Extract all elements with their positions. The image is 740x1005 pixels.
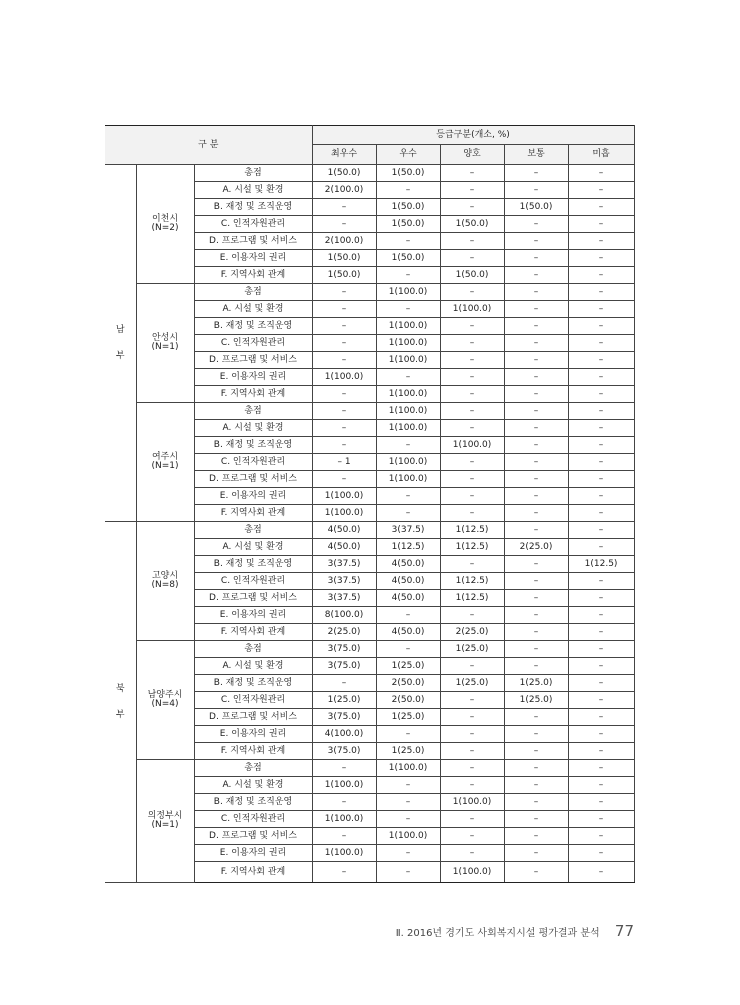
column-header: 우수 — [376, 145, 440, 165]
grade-value-cell: – — [568, 590, 634, 607]
grade-value-cell: – — [312, 403, 376, 420]
grade-value-cell: 1(25.0) — [376, 743, 440, 760]
grade-value-cell: – — [504, 845, 568, 862]
item-label: E. 이용자의 권리 — [194, 369, 312, 386]
grade-value-cell: – — [376, 845, 440, 862]
group-header: 구 분 — [105, 126, 312, 165]
table-row — [105, 760, 634, 777]
city-name: 이천시 — [151, 214, 179, 224]
grade-value-cell: 4(50.0) — [376, 624, 440, 641]
city-count: (N=1) — [151, 461, 179, 471]
grade-value-cell: – — [312, 335, 376, 352]
grade-value-cell: – — [440, 352, 504, 369]
grade-value-cell: – — [504, 641, 568, 658]
item-label: A. 시설 및 환경 — [194, 420, 312, 437]
grade-value-cell: – — [376, 182, 440, 199]
grade-value-cell: – — [568, 726, 634, 743]
grade-value-cell: – — [312, 420, 376, 437]
grade-value-cell: – — [504, 607, 568, 624]
item-label: A. 시설 및 환경 — [194, 777, 312, 794]
city-count: (N=1) — [151, 820, 179, 830]
grade-value-cell: – — [568, 522, 634, 539]
grade-value-cell: 1(100.0) — [376, 318, 440, 335]
grade-value-cell: – — [440, 454, 504, 471]
grade-value-cell: 1(100.0) — [376, 828, 440, 845]
grade-value-cell: 1(100.0) — [312, 811, 376, 828]
grade-value-cell: 1(100.0) — [376, 352, 440, 369]
city-count: (N=8) — [151, 580, 179, 590]
item-label: 총점 — [194, 284, 312, 301]
city-name: 여주시 — [151, 452, 179, 462]
item-label: F. 지역사회 관계 — [194, 386, 312, 403]
grade-value-cell: 2(100.0) — [312, 233, 376, 250]
grade-value-cell: – — [440, 709, 504, 726]
grade-value-cell: 1(12.5) — [440, 590, 504, 607]
item-label: D. 프로그램 및 서비스 — [194, 352, 312, 369]
grade-value-cell: 1(100.0) — [376, 471, 440, 488]
grade-value-cell: – — [440, 471, 504, 488]
grade-value-cell: – — [504, 267, 568, 284]
grade-value-cell: – — [568, 403, 634, 420]
grade-value-cell: – — [504, 420, 568, 437]
item-label: F. 지역사회 관계 — [194, 505, 312, 522]
grade-value-cell: – — [440, 556, 504, 573]
grade-value-cell: 3(37.5) — [312, 556, 376, 573]
grade-value-cell: – — [376, 233, 440, 250]
item-label: F. 지역사회 관계 — [194, 862, 312, 883]
grade-value-cell: 1(100.0) — [376, 760, 440, 777]
grade-value-cell: – — [440, 743, 504, 760]
grade-value-cell: 3(37.5) — [376, 522, 440, 539]
grade-value-cell: 4(50.0) — [376, 556, 440, 573]
grade-value-cell: – — [568, 862, 634, 883]
city-name: 의정부시 — [147, 811, 183, 821]
grade-value-cell: 1(50.0) — [440, 216, 504, 233]
grade-value-cell: – — [376, 794, 440, 811]
grade-value-cell: – — [504, 301, 568, 318]
grade-value-cell: – — [504, 437, 568, 454]
item-label: B. 재정 및 조직운영 — [194, 437, 312, 454]
grade-value-cell: – — [376, 488, 440, 505]
grade-value-cell: – — [504, 760, 568, 777]
item-label: B. 재정 및 조직운영 — [194, 199, 312, 216]
grade-value-cell: – — [504, 471, 568, 488]
grade-value-cell: – — [312, 437, 376, 454]
grade-value-cell: – — [440, 658, 504, 675]
item-label: D. 프로그램 및 서비스 — [194, 590, 312, 607]
grade-value-cell: 1(50.0) — [312, 165, 376, 182]
grade-value-cell: – — [568, 573, 634, 590]
grade-value-cell: – — [440, 318, 504, 335]
item-label: C. 인적자원관리 — [194, 573, 312, 590]
grade-value-cell: – — [312, 862, 376, 883]
table-row — [105, 403, 634, 420]
grade-value-cell: – — [504, 777, 568, 794]
city-count: (N=4) — [151, 699, 179, 709]
grade-value-cell: – — [568, 352, 634, 369]
grade-value-cell: 1(25.0) — [376, 658, 440, 675]
grade-value-cell: – — [504, 403, 568, 420]
grade-value-cell: – — [568, 437, 634, 454]
grade-header: 등급구분(개소, %) — [312, 126, 634, 145]
grade-value-cell: – — [504, 828, 568, 845]
grade-value-cell: – — [312, 794, 376, 811]
grade-value-cell: – — [568, 692, 634, 709]
grade-value-cell: – — [376, 267, 440, 284]
grade-value-cell: – — [568, 233, 634, 250]
grade-value-cell: – — [376, 862, 440, 883]
city-count: (N=2) — [151, 223, 179, 233]
grade-value-cell: 1(12.5) — [376, 539, 440, 556]
page-footer — [396, 922, 634, 940]
table-row — [105, 522, 634, 539]
region-cell — [105, 165, 136, 522]
grade-value-cell: – — [568, 488, 634, 505]
grade-value-cell: – — [568, 386, 634, 403]
grade-value-cell: – — [440, 692, 504, 709]
item-label: 총점 — [194, 403, 312, 420]
grade-value-cell: – — [568, 165, 634, 182]
grade-value-cell: – — [568, 505, 634, 522]
grade-value-cell: – — [312, 828, 376, 845]
grade-value-cell: – — [504, 658, 568, 675]
grade-value-cell: – — [440, 760, 504, 777]
item-label: E. 이용자의 권리 — [194, 845, 312, 862]
grade-value-cell: 1(100.0) — [312, 369, 376, 386]
item-label: C. 인적자원관리 — [194, 692, 312, 709]
grade-value-cell: 1(100.0) — [376, 335, 440, 352]
grade-value-cell: 1(50.0) — [376, 216, 440, 233]
grade-value-cell: 3(37.5) — [312, 590, 376, 607]
grade-value-cell: – — [568, 658, 634, 675]
grade-value-cell: – — [504, 369, 568, 386]
grade-value-cell: 1(25.0) — [376, 709, 440, 726]
column-header: 미흡 — [568, 145, 634, 165]
grade-value-cell: – — [568, 675, 634, 692]
grade-value-cell: 2(25.0) — [440, 624, 504, 641]
grade-value-cell: – — [440, 182, 504, 199]
grade-value-cell: 1(100.0) — [440, 794, 504, 811]
grade-value-cell: 3(37.5) — [312, 573, 376, 590]
grade-value-cell: – — [568, 709, 634, 726]
grade-value-cell: – — [440, 420, 504, 437]
grade-value-cell: – — [440, 488, 504, 505]
grade-value-cell: – — [312, 675, 376, 692]
item-label: A. 시설 및 환경 — [194, 182, 312, 199]
grade-value-cell: 1(100.0) — [376, 420, 440, 437]
grade-value-cell: – — [312, 471, 376, 488]
grade-value-cell: 3(75.0) — [312, 641, 376, 658]
grade-value-cell: 1(25.0) — [312, 692, 376, 709]
column-header: 보통 — [504, 145, 568, 165]
grade-value-cell: – — [504, 505, 568, 522]
grade-value-cell: – — [440, 505, 504, 522]
grade-value-cell: – — [440, 335, 504, 352]
grade-value-cell: – — [312, 352, 376, 369]
grade-value-cell: – — [504, 522, 568, 539]
grade-value-cell: 4(50.0) — [312, 522, 376, 539]
grade-value-cell: – — [440, 386, 504, 403]
grade-value-cell: – 1 — [312, 454, 376, 471]
item-label: F. 지역사회 관계 — [194, 267, 312, 284]
item-label: B. 재정 및 조직운영 — [194, 794, 312, 811]
grade-value-cell: 1(50.0) — [504, 199, 568, 216]
item-label: E. 이용자의 권리 — [194, 607, 312, 624]
grade-value-cell: – — [440, 811, 504, 828]
grade-value-cell: – — [440, 284, 504, 301]
grade-value-cell: 1(25.0) — [504, 692, 568, 709]
grade-value-cell: – — [440, 845, 504, 862]
city-name: 고양시 — [151, 571, 179, 581]
grade-value-cell: – — [568, 250, 634, 267]
item-label: E. 이용자의 권리 — [194, 250, 312, 267]
city-cell — [136, 284, 194, 403]
item-label: C. 인적자원관리 — [194, 216, 312, 233]
region-label: 부 — [115, 351, 125, 361]
grade-value-cell: 1(25.0) — [504, 675, 568, 692]
grade-value-cell: 1(100.0) — [440, 862, 504, 883]
item-label: F. 지역사회 관계 — [194, 624, 312, 641]
item-label: A. 시설 및 환경 — [194, 539, 312, 556]
city-cell — [136, 403, 194, 522]
grade-value-cell: 1(25.0) — [440, 641, 504, 658]
footer-chapter-title: Ⅱ. 2016년 경기도 사회복지시설 평가결과 분석 — [395, 928, 600, 939]
item-label: 총점 — [194, 760, 312, 777]
item-label: E. 이용자의 권리 — [194, 488, 312, 505]
grade-value-cell: – — [504, 862, 568, 883]
grade-value-cell: 2(25.0) — [312, 624, 376, 641]
grade-value-cell: – — [568, 335, 634, 352]
evaluation-results-table — [105, 125, 635, 883]
item-label: C. 인적자원관리 — [194, 811, 312, 828]
grade-value-cell: – — [568, 828, 634, 845]
grade-value-cell: – — [504, 182, 568, 199]
grade-value-cell: 2(50.0) — [376, 692, 440, 709]
grade-value-cell: – — [504, 352, 568, 369]
grade-value-cell: – — [440, 369, 504, 386]
grade-value-cell: 1(100.0) — [376, 403, 440, 420]
grade-value-cell: 1(100.0) — [376, 284, 440, 301]
grade-value-cell: – — [568, 743, 634, 760]
grade-value-cell: 1(100.0) — [312, 488, 376, 505]
grade-value-cell: – — [504, 556, 568, 573]
grade-value-cell: 1(100.0) — [440, 437, 504, 454]
grade-value-cell: – — [568, 199, 634, 216]
grade-value-cell: – — [568, 760, 634, 777]
table-row — [105, 165, 634, 182]
grade-value-cell: – — [376, 641, 440, 658]
city-cell — [136, 641, 194, 760]
page-number: 77 — [614, 922, 634, 940]
grade-value-cell: – — [504, 216, 568, 233]
grade-value-cell: – — [504, 794, 568, 811]
grade-value-cell: – — [568, 471, 634, 488]
grade-value-cell: – — [504, 165, 568, 182]
grade-value-cell: – — [312, 318, 376, 335]
grade-value-cell: – — [568, 641, 634, 658]
grade-value-cell: – — [504, 318, 568, 335]
grade-value-cell: – — [568, 318, 634, 335]
grade-value-cell: – — [376, 505, 440, 522]
grade-value-cell: – — [376, 726, 440, 743]
grade-value-cell: – — [504, 454, 568, 471]
grade-value-cell: – — [440, 726, 504, 743]
table-row — [105, 284, 634, 301]
item-label: D. 프로그램 및 서비스 — [194, 233, 312, 250]
grade-value-cell: 1(100.0) — [312, 505, 376, 522]
grade-value-cell: – — [568, 369, 634, 386]
grade-value-cell: – — [568, 607, 634, 624]
grade-value-cell: 1(50.0) — [376, 165, 440, 182]
grade-value-cell: – — [568, 794, 634, 811]
item-label: B. 재정 및 조직운영 — [194, 675, 312, 692]
grade-value-cell: – — [440, 828, 504, 845]
grade-value-cell: 1(50.0) — [376, 250, 440, 267]
grade-value-cell: 1(50.0) — [312, 250, 376, 267]
grade-value-cell: 1(12.5) — [568, 556, 634, 573]
grade-value-cell: – — [376, 437, 440, 454]
item-label: B. 재정 및 조직운영 — [194, 318, 312, 335]
grade-value-cell: – — [376, 811, 440, 828]
city-cell — [136, 522, 194, 641]
region-cell — [105, 522, 136, 883]
grade-value-cell: 1(100.0) — [376, 454, 440, 471]
grade-value-cell: – — [504, 726, 568, 743]
grade-value-cell: – — [568, 301, 634, 318]
city-name: 안성시 — [151, 333, 179, 343]
column-header: 양호 — [440, 145, 504, 165]
grade-value-cell: – — [376, 301, 440, 318]
grade-value-cell: 3(75.0) — [312, 743, 376, 760]
grade-value-cell: 1(100.0) — [376, 386, 440, 403]
city-cell — [136, 165, 194, 284]
grade-value-cell: – — [440, 233, 504, 250]
grade-value-cell: – — [440, 199, 504, 216]
grade-value-cell: – — [568, 845, 634, 862]
grade-value-cell: 1(12.5) — [440, 522, 504, 539]
table-row — [105, 641, 634, 658]
item-label: 총점 — [194, 165, 312, 182]
grade-value-cell: – — [568, 267, 634, 284]
grade-value-cell: – — [312, 216, 376, 233]
grade-value-cell: 1(50.0) — [312, 267, 376, 284]
item-label: D. 프로그램 및 서비스 — [194, 828, 312, 845]
grade-value-cell: – — [568, 624, 634, 641]
grade-value-cell: – — [440, 165, 504, 182]
grade-value-cell: 4(50.0) — [376, 590, 440, 607]
grade-value-cell: 4(50.0) — [376, 573, 440, 590]
column-header: 최우수 — [312, 145, 376, 165]
grade-value-cell: – — [568, 454, 634, 471]
grade-value-cell: – — [568, 420, 634, 437]
grade-value-cell: – — [312, 199, 376, 216]
grade-value-cell: – — [312, 760, 376, 777]
grade-value-cell: – — [376, 369, 440, 386]
region-label: 부 — [115, 710, 125, 720]
grade-value-cell: 1(50.0) — [440, 267, 504, 284]
grade-value-cell: – — [568, 182, 634, 199]
item-label: D. 프로그램 및 서비스 — [194, 709, 312, 726]
item-label: 총점 — [194, 522, 312, 539]
item-label: B. 재정 및 조직운영 — [194, 556, 312, 573]
grade-value-cell: – — [568, 216, 634, 233]
grade-value-cell: – — [440, 403, 504, 420]
grade-value-cell: 1(12.5) — [440, 539, 504, 556]
item-label: C. 인적자원관리 — [194, 335, 312, 352]
item-label: F. 지역사회 관계 — [194, 743, 312, 760]
grade-value-cell: – — [504, 709, 568, 726]
grade-value-cell: 2(50.0) — [376, 675, 440, 692]
grade-value-cell: – — [504, 743, 568, 760]
city-cell — [136, 760, 194, 883]
grade-value-cell: 3(75.0) — [312, 709, 376, 726]
grade-value-cell: – — [440, 250, 504, 267]
grade-value-cell: – — [440, 607, 504, 624]
grade-value-cell: – — [504, 590, 568, 607]
grade-value-cell: 2(100.0) — [312, 182, 376, 199]
item-label: 총점 — [194, 641, 312, 658]
grade-value-cell: 1(50.0) — [376, 199, 440, 216]
item-label: C. 인적자원관리 — [194, 454, 312, 471]
grade-value-cell: – — [504, 233, 568, 250]
grade-value-cell: 4(100.0) — [312, 726, 376, 743]
grade-value-cell: 3(75.0) — [312, 658, 376, 675]
grade-value-cell: – — [440, 777, 504, 794]
grade-value-cell: – — [504, 386, 568, 403]
grade-value-cell: – — [504, 488, 568, 505]
grade-value-cell: – — [568, 811, 634, 828]
item-label: A. 시설 및 환경 — [194, 658, 312, 675]
grade-value-cell: – — [376, 607, 440, 624]
grade-value-cell: 1(100.0) — [312, 777, 376, 794]
grade-value-cell: – — [504, 573, 568, 590]
item-label: D. 프로그램 및 서비스 — [194, 471, 312, 488]
grade-value-cell: 1(100.0) — [440, 301, 504, 318]
grade-value-cell: 1(25.0) — [440, 675, 504, 692]
grade-value-cell: 1(100.0) — [312, 845, 376, 862]
grade-value-cell: – — [504, 250, 568, 267]
region-label: 남 — [115, 325, 125, 335]
city-name: 남양주시 — [147, 690, 183, 700]
item-label: A. 시설 및 환경 — [194, 301, 312, 318]
grade-value-cell: – — [568, 284, 634, 301]
grade-value-cell: 4(50.0) — [312, 539, 376, 556]
grade-value-cell: – — [312, 301, 376, 318]
grade-value-cell: – — [312, 386, 376, 403]
grade-value-cell: – — [504, 811, 568, 828]
grade-value-cell: – — [568, 777, 634, 794]
grade-value-cell: – — [504, 335, 568, 352]
grade-value-cell: 1(12.5) — [440, 573, 504, 590]
grade-value-cell: – — [568, 539, 634, 556]
grade-value-cell: – — [504, 624, 568, 641]
city-count: (N=1) — [151, 342, 179, 352]
item-label: E. 이용자의 권리 — [194, 726, 312, 743]
grade-value-cell: – — [312, 284, 376, 301]
grade-value-cell: – — [376, 777, 440, 794]
grade-value-cell: 2(25.0) — [504, 539, 568, 556]
grade-value-cell: – — [504, 284, 568, 301]
grade-value-cell: 8(100.0) — [312, 607, 376, 624]
region-label: 북 — [115, 684, 125, 694]
